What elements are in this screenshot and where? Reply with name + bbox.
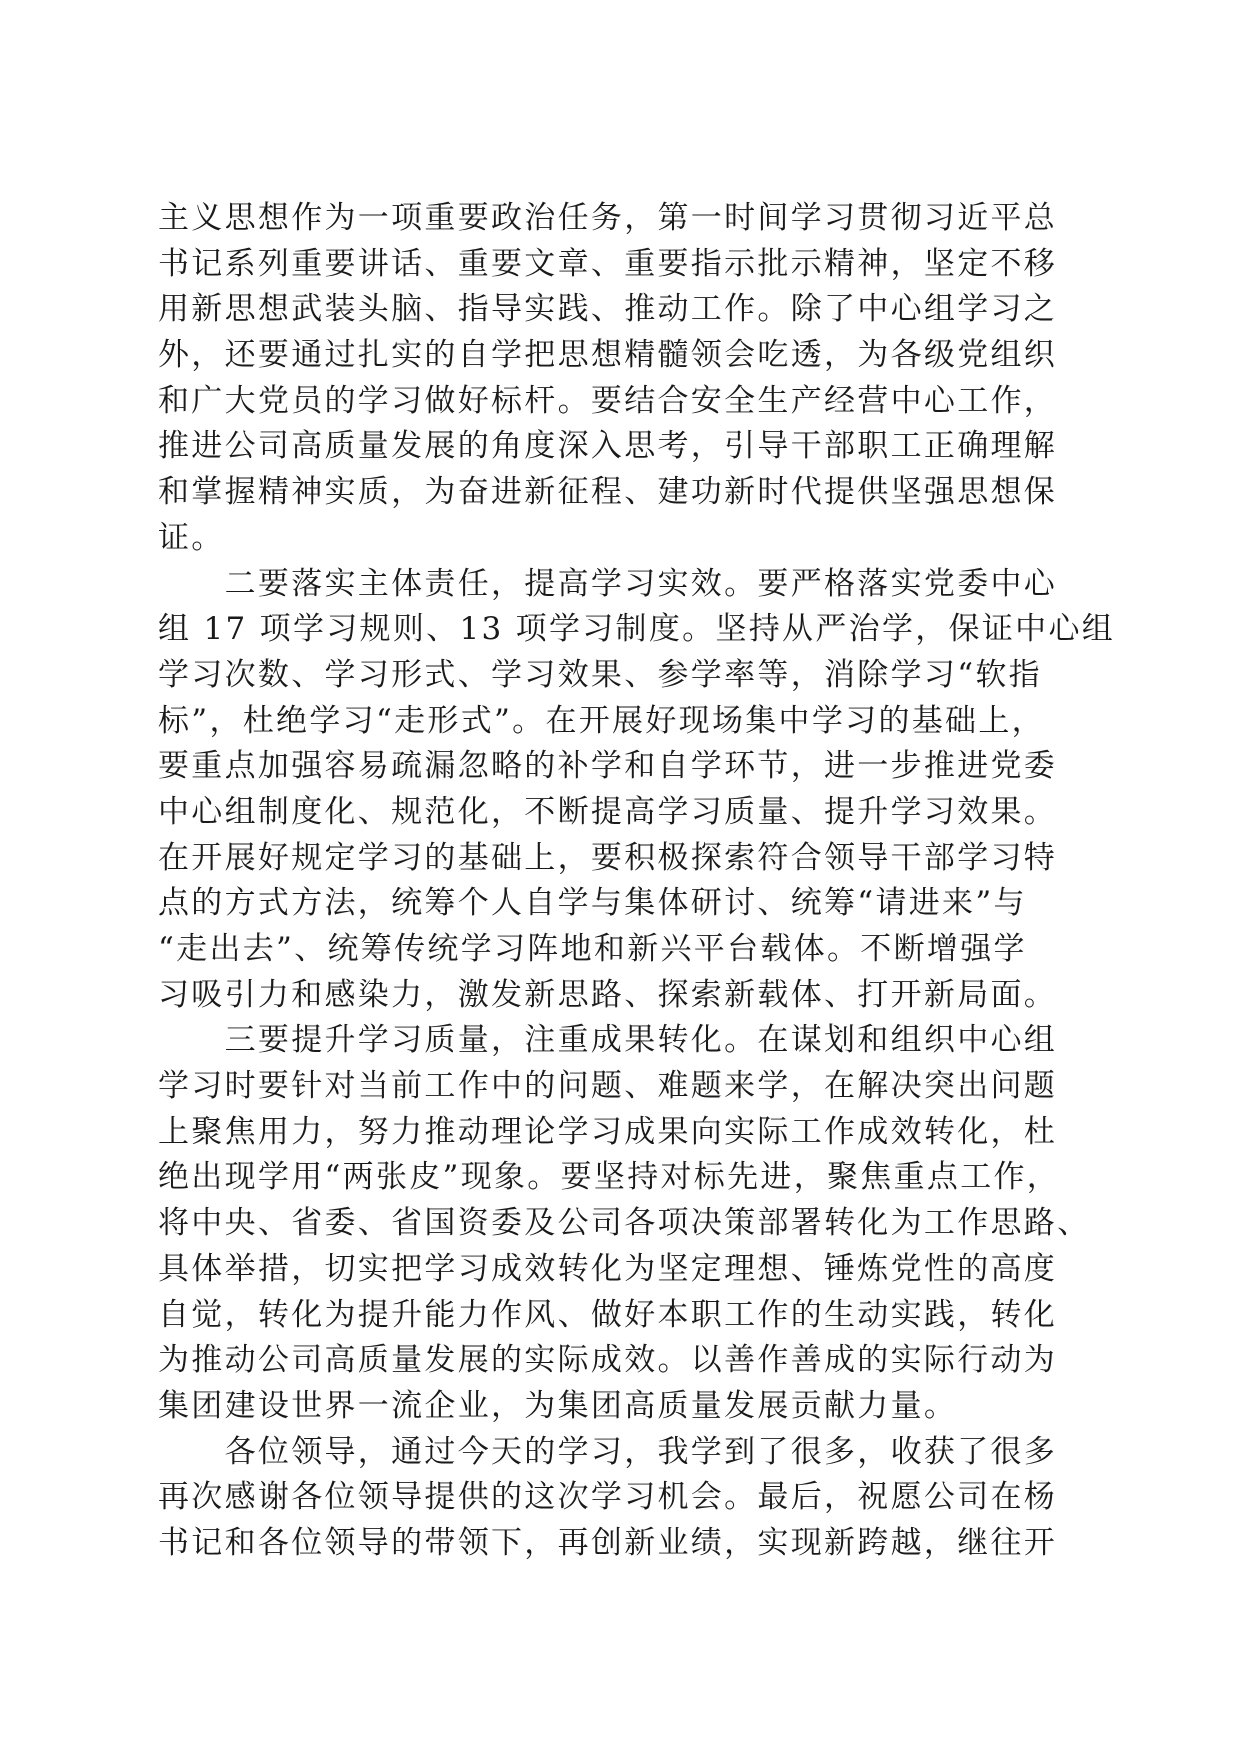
text-line: 在开展好规定学习的基础上，要积极探索符合领导干部学习特 bbox=[158, 839, 1058, 876]
text-line: 和掌握精神实质，为奋进新征程、建功新时代提供坚强思想保 bbox=[158, 474, 1058, 511]
text-line: 用新思想武装头脑、指导实践、推动工作。除了中心组学习之 bbox=[158, 291, 1058, 328]
text-line: 和广大党员的学习做好标杆。要结合安全生产经营中心工作， bbox=[158, 382, 1058, 419]
text-line: 绝出现学用“两张皮”现象。要坚持对标先进，聚焦重点工作， bbox=[158, 1159, 1061, 1196]
text-line: 自觉，转化为提升能力作风、做好本职工作的生动实践，转化 bbox=[158, 1296, 1058, 1333]
text-line: 三要提升学习质量，注重成果转化。在谋划和组织中心组 bbox=[158, 1022, 1058, 1059]
text-line: 集团建设世界一流企业，为集团高质量发展贡献力量。 bbox=[158, 1387, 958, 1424]
text-line: 外，还要通过扎实的自学把思想精髓领会吃透，为各级党组织 bbox=[158, 337, 1058, 374]
text-line: 书记系列重要讲话、重要文章、重要指示批示精神，坚定不移 bbox=[158, 245, 1058, 282]
text-line: 再次感谢各位领导提供的这次学习机会。最后，祝愿公司在杨 bbox=[158, 1479, 1058, 1516]
text-line: 具体举措，切实把学习成效转化为坚定理想、锤炼党性的高度 bbox=[158, 1250, 1058, 1287]
text-line: 各位领导，通过今天的学习，我学到了很多，收获了很多 bbox=[158, 1433, 1058, 1470]
text-line: 证。 bbox=[158, 519, 225, 556]
text-line: 点的方式方法，统筹个人自学与集体研讨、统筹“请进来”与 bbox=[158, 885, 1027, 922]
text-line: 要重点加强容易疏漏忽略的补学和自学环节，进一步推进党委 bbox=[158, 748, 1058, 785]
text-line: 书记和各位领导的带领下，再创新业绩，实现新跨越，继往开 bbox=[158, 1524, 1058, 1561]
text-line: 主义思想作为一项重要政治任务，第一时间学习贯彻习近平总 bbox=[158, 200, 1058, 236]
text-line: “走出去”、统筹传统学习阵地和新兴平台载体。不断增强学 bbox=[158, 931, 1027, 967]
text-line: 二要落实主体责任，提高学习实效。要严格落实党委中心 bbox=[158, 565, 1058, 602]
text-line: 将中央、省委、省国资委及公司各项决策部署转化为工作思路、 bbox=[158, 1205, 1091, 1242]
text-line: 学习时要针对当前工作中的问题、难题来学，在解决突出问题 bbox=[158, 1068, 1058, 1105]
text-line: 推进公司高质量发展的角度深入思考，引导干部职工正确理解 bbox=[158, 428, 1058, 465]
text-line: 习吸引力和感染力，激发新思路、探索新载体、打开新局面。 bbox=[158, 976, 1058, 1013]
text-line: 学习次数、学习形式、学习效果、参学率等，消除学习“软指 bbox=[158, 656, 1042, 693]
text-line: 中心组制度化、规范化，不断提高学习质量、提升学习效果。 bbox=[158, 793, 1058, 830]
text-line: 组 17 项学习规则、13 项学习制度。坚持从严治学，保证中心组 bbox=[158, 611, 1116, 648]
text-line: 为推动公司高质量发展的实际成效。以善作善成的实际行动为 bbox=[158, 1342, 1058, 1379]
text-line: 上聚焦用力，努力推动理论学习成果向实际工作成效转化，杜 bbox=[158, 1113, 1058, 1150]
document-body bbox=[158, 196, 1116, 1567]
text-line: 标”，杜绝学习“走形式”。在开展好现场集中学习的基础上， bbox=[158, 702, 1045, 739]
